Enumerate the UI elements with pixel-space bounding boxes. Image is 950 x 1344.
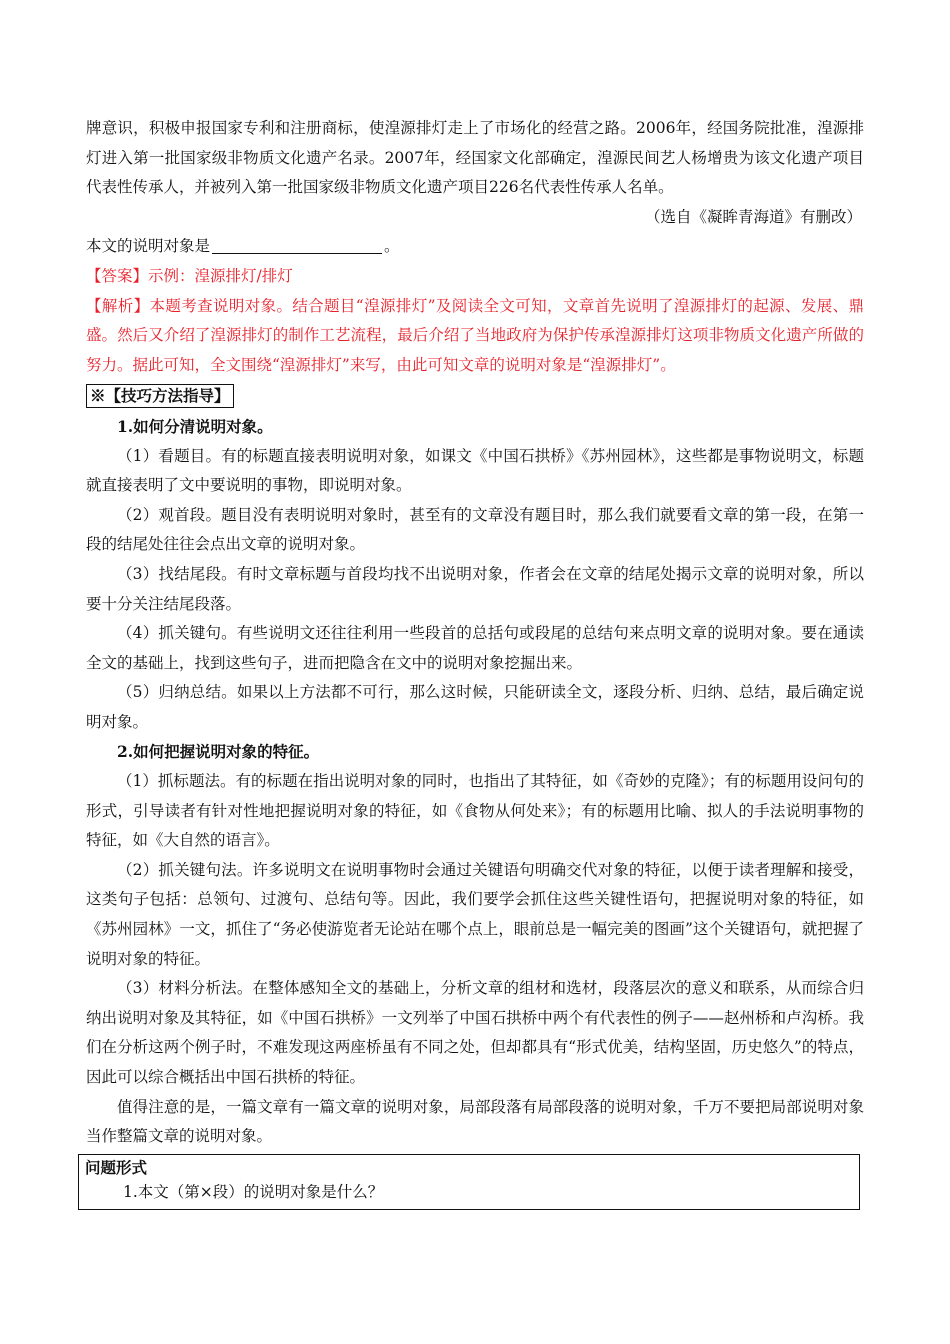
guide-method-3: （3）找结尾段。有时文章标题与首段均找不出说明对象，作者会在文章的结尾处揭示文章的说明对象，所以要十分关注结尾段落。 (86, 564, 864, 613)
question-forms-title: 问题形式 (85, 1158, 148, 1177)
guide-method-1: （1）看题目。有的标题直接表明说明对象，如课文《中国石拱桥》《苏州园林》，这些都是事物说明文，标题就直接表明了文中要说明的事物，即说明对象。 (86, 446, 864, 495)
answer-blank (212, 237, 382, 254)
guide-method-5: （5）归纳总结。如果以上方法都不可行，那么这时候，只能研读全文，逐段分析、归纳、总结，最后确定说明对象。 (86, 683, 864, 731)
question-forms-box (78, 1154, 860, 1210)
guide-feature-2: （2）抓关键句法。许多说明文在说明事物时会通过关键语句明确交代对象的特征，以便于读者理解和接受，这类句子包括：总领句、过渡句、总结句等。因此，我们要学会抓住这些关键性语句，把握说明对象的特征，如《苏州园林》一文，抓住了“务必使游览者无论站在哪个点上，眼前总是一幅完美的图画”这个关键语句，就把握了说明对象的特征。 (86, 860, 864, 968)
guide-heading-1: 1.如何分清说明对象。 (117, 416, 273, 436)
guide-feature-1: （1）抓标题法。有的标题在指出说明对象的同时，也指出了其特征，如《奇妙的克隆》；有的标题用设问句的形式，引导读者有针对性地把握说明对象的特征，如《食物从何处来》；有的标题用比喻、拟人的手法说明事物的特征，如《大自然的语言》。 (86, 772, 864, 850)
question-stem (86, 232, 864, 262)
guide-note: 值得注意的是，一篇文章有一篇文章的说明对象，局部段落有局部段落的说明对象，千万不要把局部说明对象当作整篇文章的说明对象。 (86, 1097, 864, 1146)
guide-section (86, 380, 864, 412)
passage-paragraph: 牌意识，积极申报国家专利和注册商标，使湟源排灯走上了市场化的经营之路。2006年，经国务院批准，湟源排灯进入第一批国家级非物质文化遗产名录。2007年，经国家文化部确定，湟源民间艺人杨增贵为该文化遗产项目代表性传承人，并被列入第一批国家级非物质文化遗产项目226名代表性传承人名单。 (86, 119, 864, 197)
passage-source: （选自《凝眸青海道》有删改） (644, 207, 862, 226)
question-stem-text: 本文的说明对象是 (86, 237, 211, 256)
guide-feature-3: （3）材料分析法。在整体感知全文的基础上，分析文章的组材和选材，段落层次的意义和联系，从而综合归纳出说明对象及其特征，如《中国石拱桥》一文列举了中国石拱桥中两个有代表性的例子——赵州桥和卢沟桥。我们在分析这两个例子时，不难发现这两座桥虽有不同之处，但却都具有“形式优美，结构坚固，历史悠久”的特点，因此可以综合概括出中国石拱桥的特征。 (86, 979, 864, 1086)
analysis-text: 【解析】本题考查说明对象。结合题目“湟源排灯”及阅读全文可知，文章首先说明了湟源排灯的起源、发展、鼎盛。然后又介绍了湟源排灯的制作工艺流程，最后介绍了当地政府为保护传承湟源排灯这项非物质文化遗产所做的努力。据此可知，全文围绕“湟源排灯”来写，由此可知文章的说明对象是“湟源排灯”。 (86, 296, 864, 374)
guide-method-4: （4）抓关键句。有些说明文还往往利用一些段首的总括句或段尾的总结句来点明文章的说明对象。要在通读全文的基础上，找到这些句子，进而把隐含在文中的说明对象挖掘出来。 (86, 624, 864, 672)
answer-text: 【答案】示例：湟源排灯/排灯 (86, 266, 293, 285)
guide-method-2: （2）观首段。题目没有表明说明对象时，甚至有的文章没有题目时，那么我们就要看文章的第一段，在第一段的结尾处往往会点出文章的说明对象。 (86, 505, 864, 554)
guide-heading-2: 2.如何把握说明对象的特征。 (117, 742, 320, 762)
guide-title: ※【技巧方法指导】 (86, 384, 234, 408)
question-stem-end: 。 (384, 237, 400, 256)
question-forms-item: 1.本文（第×段）的说明对象是什么？ (123, 1183, 384, 1201)
document-body (86, 114, 864, 1152)
